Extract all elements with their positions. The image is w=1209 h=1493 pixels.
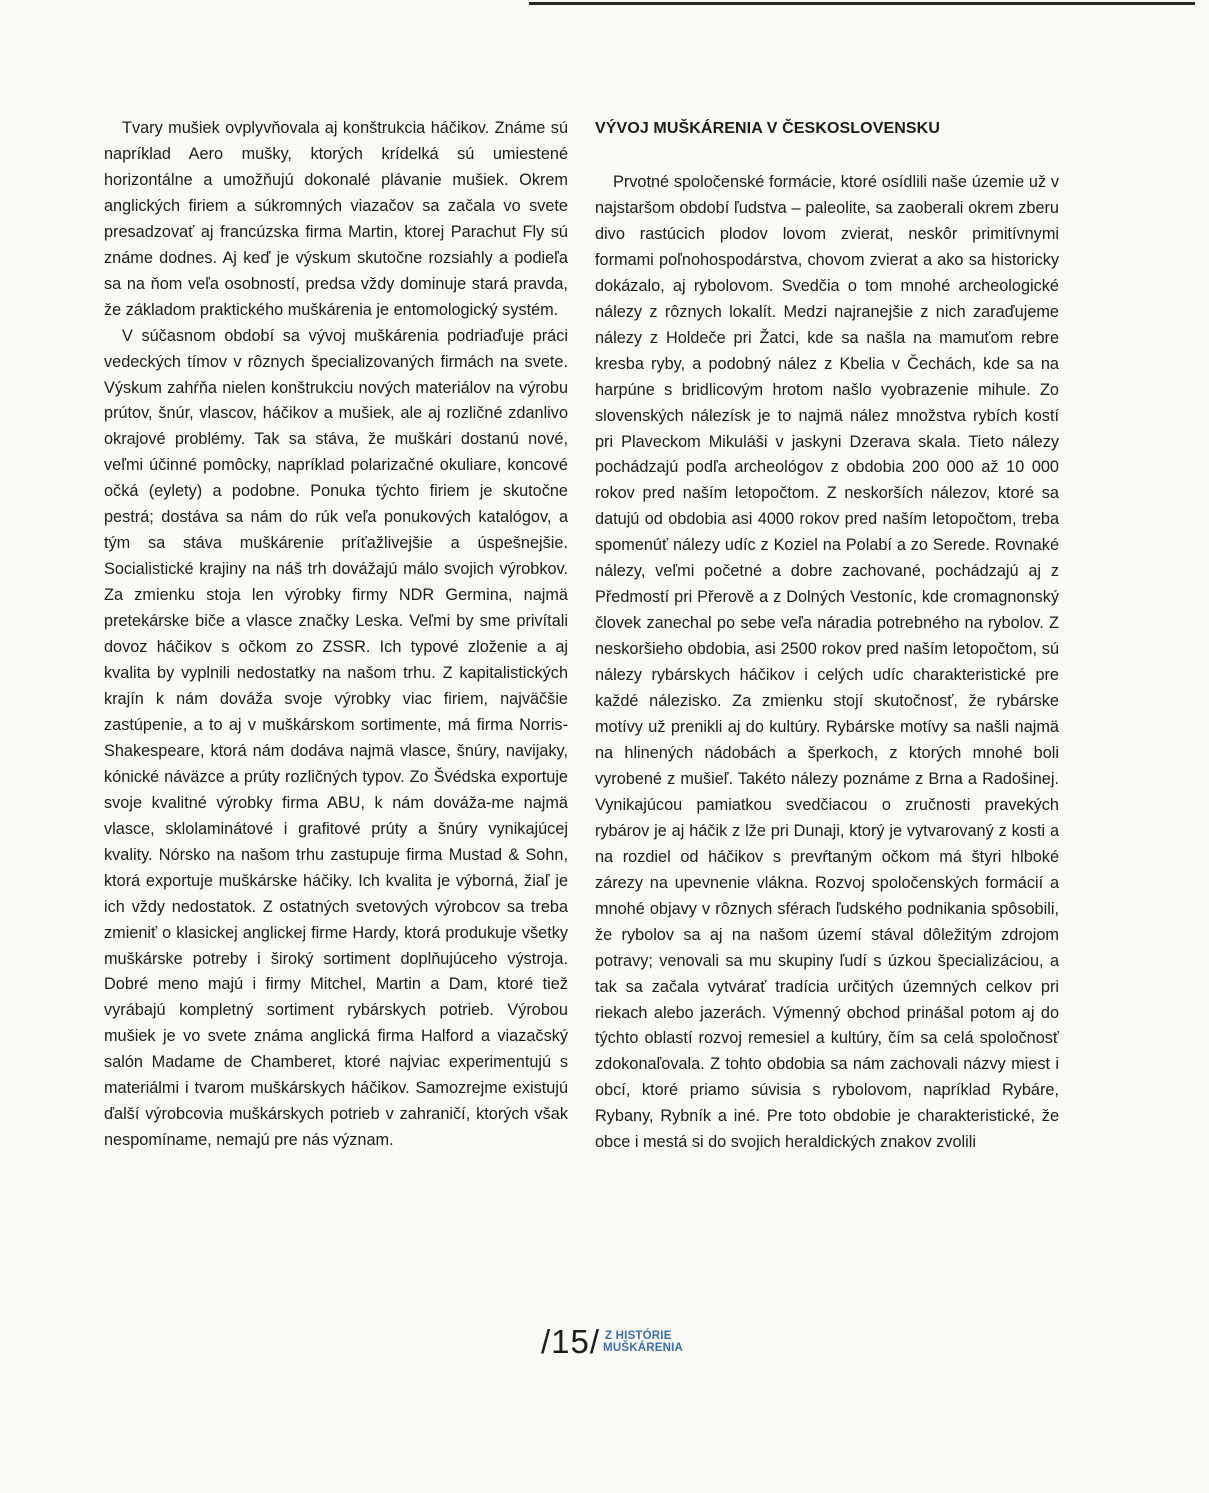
section-tag-line-2: MUŠKÁRENIA [603, 1342, 683, 1354]
top-rule [529, 2, 1195, 5]
left-paragraph-1: Tvary mušiek ovplyvňovala aj konštrukcia háčikov. Známe sú napríklad Aero mušky, ktorých krídelká sú umiestené horizontálne a umožňujú dokonalé plávanie mušiek. Okrem anglických firiem a súkromných viazačov sa začala vo svete presadzovať aj francúzska firma Martin, ktorej Parachut Fly sú známe dodnes. Aj keď je výskum skutočne rozsiahly a podieľa sa na ňom veľa osobností, predsa vždy dominuje stará pravda, že základom praktického muškárenia je entomologický systém. [104, 119, 568, 319]
left-text-column [104, 116, 568, 1154]
page-number: /15/ [541, 1323, 601, 1360]
section-tag-line-1: Z HISTÓRIE [605, 1330, 672, 1342]
section-heading: VÝVOJ MUŠKÁRENIA V ČESKOSLOVENSKU [595, 120, 940, 137]
right-text-column [595, 116, 1059, 1156]
section-tag [603, 1330, 683, 1354]
page-footer [541, 1324, 683, 1360]
left-paragraph-2: V súčasnom období sa vývoj muškárenia podriaďuje práci vedeckých tímov v rôznych špecializovaných firmách na svete. Výskum zahŕňa nielen konštrukciu nových materiálov na výrobu prútov, šnúr, vlascov, háčikov a mušiek, ale aj rozličné zdanlivo okrajové problémy. Tak sa stáva, že muškári dostanú nové, veľmi účinné pomôcky, napríklad polarizačné okuliare, koncové očká (eylety) a podobne. Ponuka týchto firiem je skutočne pestrá; dostáva sa nám do rúk veľa ponukových katalógov, a tým sa stáva muškárenie príťažlivejšie a úspešnejšie. Socialistické krajiny na náš trh dovážajú málo svojich výrobkov. Za zmienku stoja len výrobky firmy NDR Germina, najmä pretekárske biče a vlasce značky Leska. Veľmi by sme privítali dovoz háčikov s očkom zo ZSSR. Ich typové zloženie a aj kvalita by vyplnili nedostatky na našom trhu. Z kapitalistických krajín k nám dováža svoje výrobky viac firiem, najväčšie zastúpenie, a to aj v muškárskom sortimente, má firma Norris-Shakespeare, ktorá nám dodáva najmä vlasce, šnúry, navijaky, kónické náväzce a prúty rozličných typov. Zo Švédska exportuje svoje kvalitné výrobky firma ABU, k nám dováža-me najmä vlasce, sklolaminátové i grafitové prúty a šnúry vynikajúcej kvality. Nórsko na našom trhu zastupuje firma Mustad & Sohn, ktorá exportuje muškárske háčiky. Ich kvalita je výborná, žiaľ je ich vždy nedostatok. Z ostatných svetových výrobcov sa treba zmieniť o klasickej anglickej firme Hardy, ktorá produkuje všetky muškárske potreby i široký sortiment doplňujúceho výstroja. Dobré meno majú i firmy Mitchel, Martin a Dam, ktoré tiež vyrábajú kompletný sortiment rybárskych potrieb. Výrobou mušiek je vo svete známa anglická firma Halford a viazačský salón Madame de Chamberet, ktoré najviac experimentujú s materiálmi i tvarom muškárskych háčikov. Samozrejme existujú ďalší výrobcovia muškárskych potrieb v zahraničí, ktorých však nespomíname, nemajú pre nás význam. [104, 326, 568, 1150]
right-paragraph-1: Prvotné spoločenské formácie, ktoré osídlili naše územie už v najstaršom období ľudstva – paleolite, sa zaoberali okrem zberu divo rastúcich plodov lovom zvierat, neskôr primitívnymi formami poľnohospodárstva, chovom zvierat a ako sa historicky dokázalo, aj rybolovom. Svedčia o tom mnohé archeologické nálezy z rôznych lokalít. Medzi najranejšie z nich zaraďujeme nálezy z Holdeče pri Žatci, kde sa našla na mamuťom rebre kresba ryby, a podobný nález z Kbelia v Čechách, kde sa na harpúne s bridlicovým hrotom našlo vyobrazenie mihule. Zo slovenských nálezísk je to najmä nález množstva rybích kostí pri Plaveckom Mikuláši v jaskyni Dzerava skala. Tieto nálezy pochádzajú podľa archeológov z obdobia 200 000 až 10 000 rokov pred naším letopočtom. Z neskorších nálezov, ktoré sa datujú od obdobia asi 4000 rokov pred naším letopočtom, treba spomenúť nálezy udíc z Koziel na Polabí a zo Serede. Rovnaké nálezy, veľmi početné a dobre zachované, pochádzajú aj z Předmostí pri Přerově a z Dolných Vestoníc, kde cromagnonský človek zanechal po sebe veľa náradia potrebného na rybolov. Z neskoršieho obdobia, asi 2500 rokov pred naším letopočtom, sú nálezy rybárskych háčikov i celých udíc charakteristické pre každé nálezisko. Za zmienku stojí skutočnosť, že rybárske motívy už prenikli aj do kultúry. Rybárske motívy sa našli najmä na hlinených nádobách a šperkoch, z ktorých mnohé boli vyrobené z mušieľ. Takéto nálezy poznáme z Brna a Radošinej. Vynikajúcou pamiatkou svedčiacou o zručnosti pravekých rybárov je aj háčik z lže pri Dunaji, ktorý je vytvarovaný z kosti a na rozdiel od háčikov s prevŕtaným očkom má štyri hlboké zárezy na upevnenie vlákna. Rozvoj spoločenských formácií a mnohé objavy v rôznych sférach ľudského podnikania spôsobili, že rybolov sa aj na našom území stával dôležitým zdrojom potravy; venovali sa mu skupiny ľudí s úzkou špecializáciou, a tak sa začala vytvárať tradícia určitých územných celkov pri riekach alebo jazerách. Výmenný obchod prinášal potom aj do týchto oblastí rozvoj remesiel a kultúry, čím sa celá spoločnosť zdokonaľovala. Z tohto obdobia sa nám zachovali názvy miest i obcí, ktoré priamo súvisia s rybolovom, napríklad Rybáre, Rybany, Rybník a iné. Pre toto obdobie je charakteristické, že obce i mestá si do svojich heraldických znakov zvolili [595, 173, 1059, 1152]
